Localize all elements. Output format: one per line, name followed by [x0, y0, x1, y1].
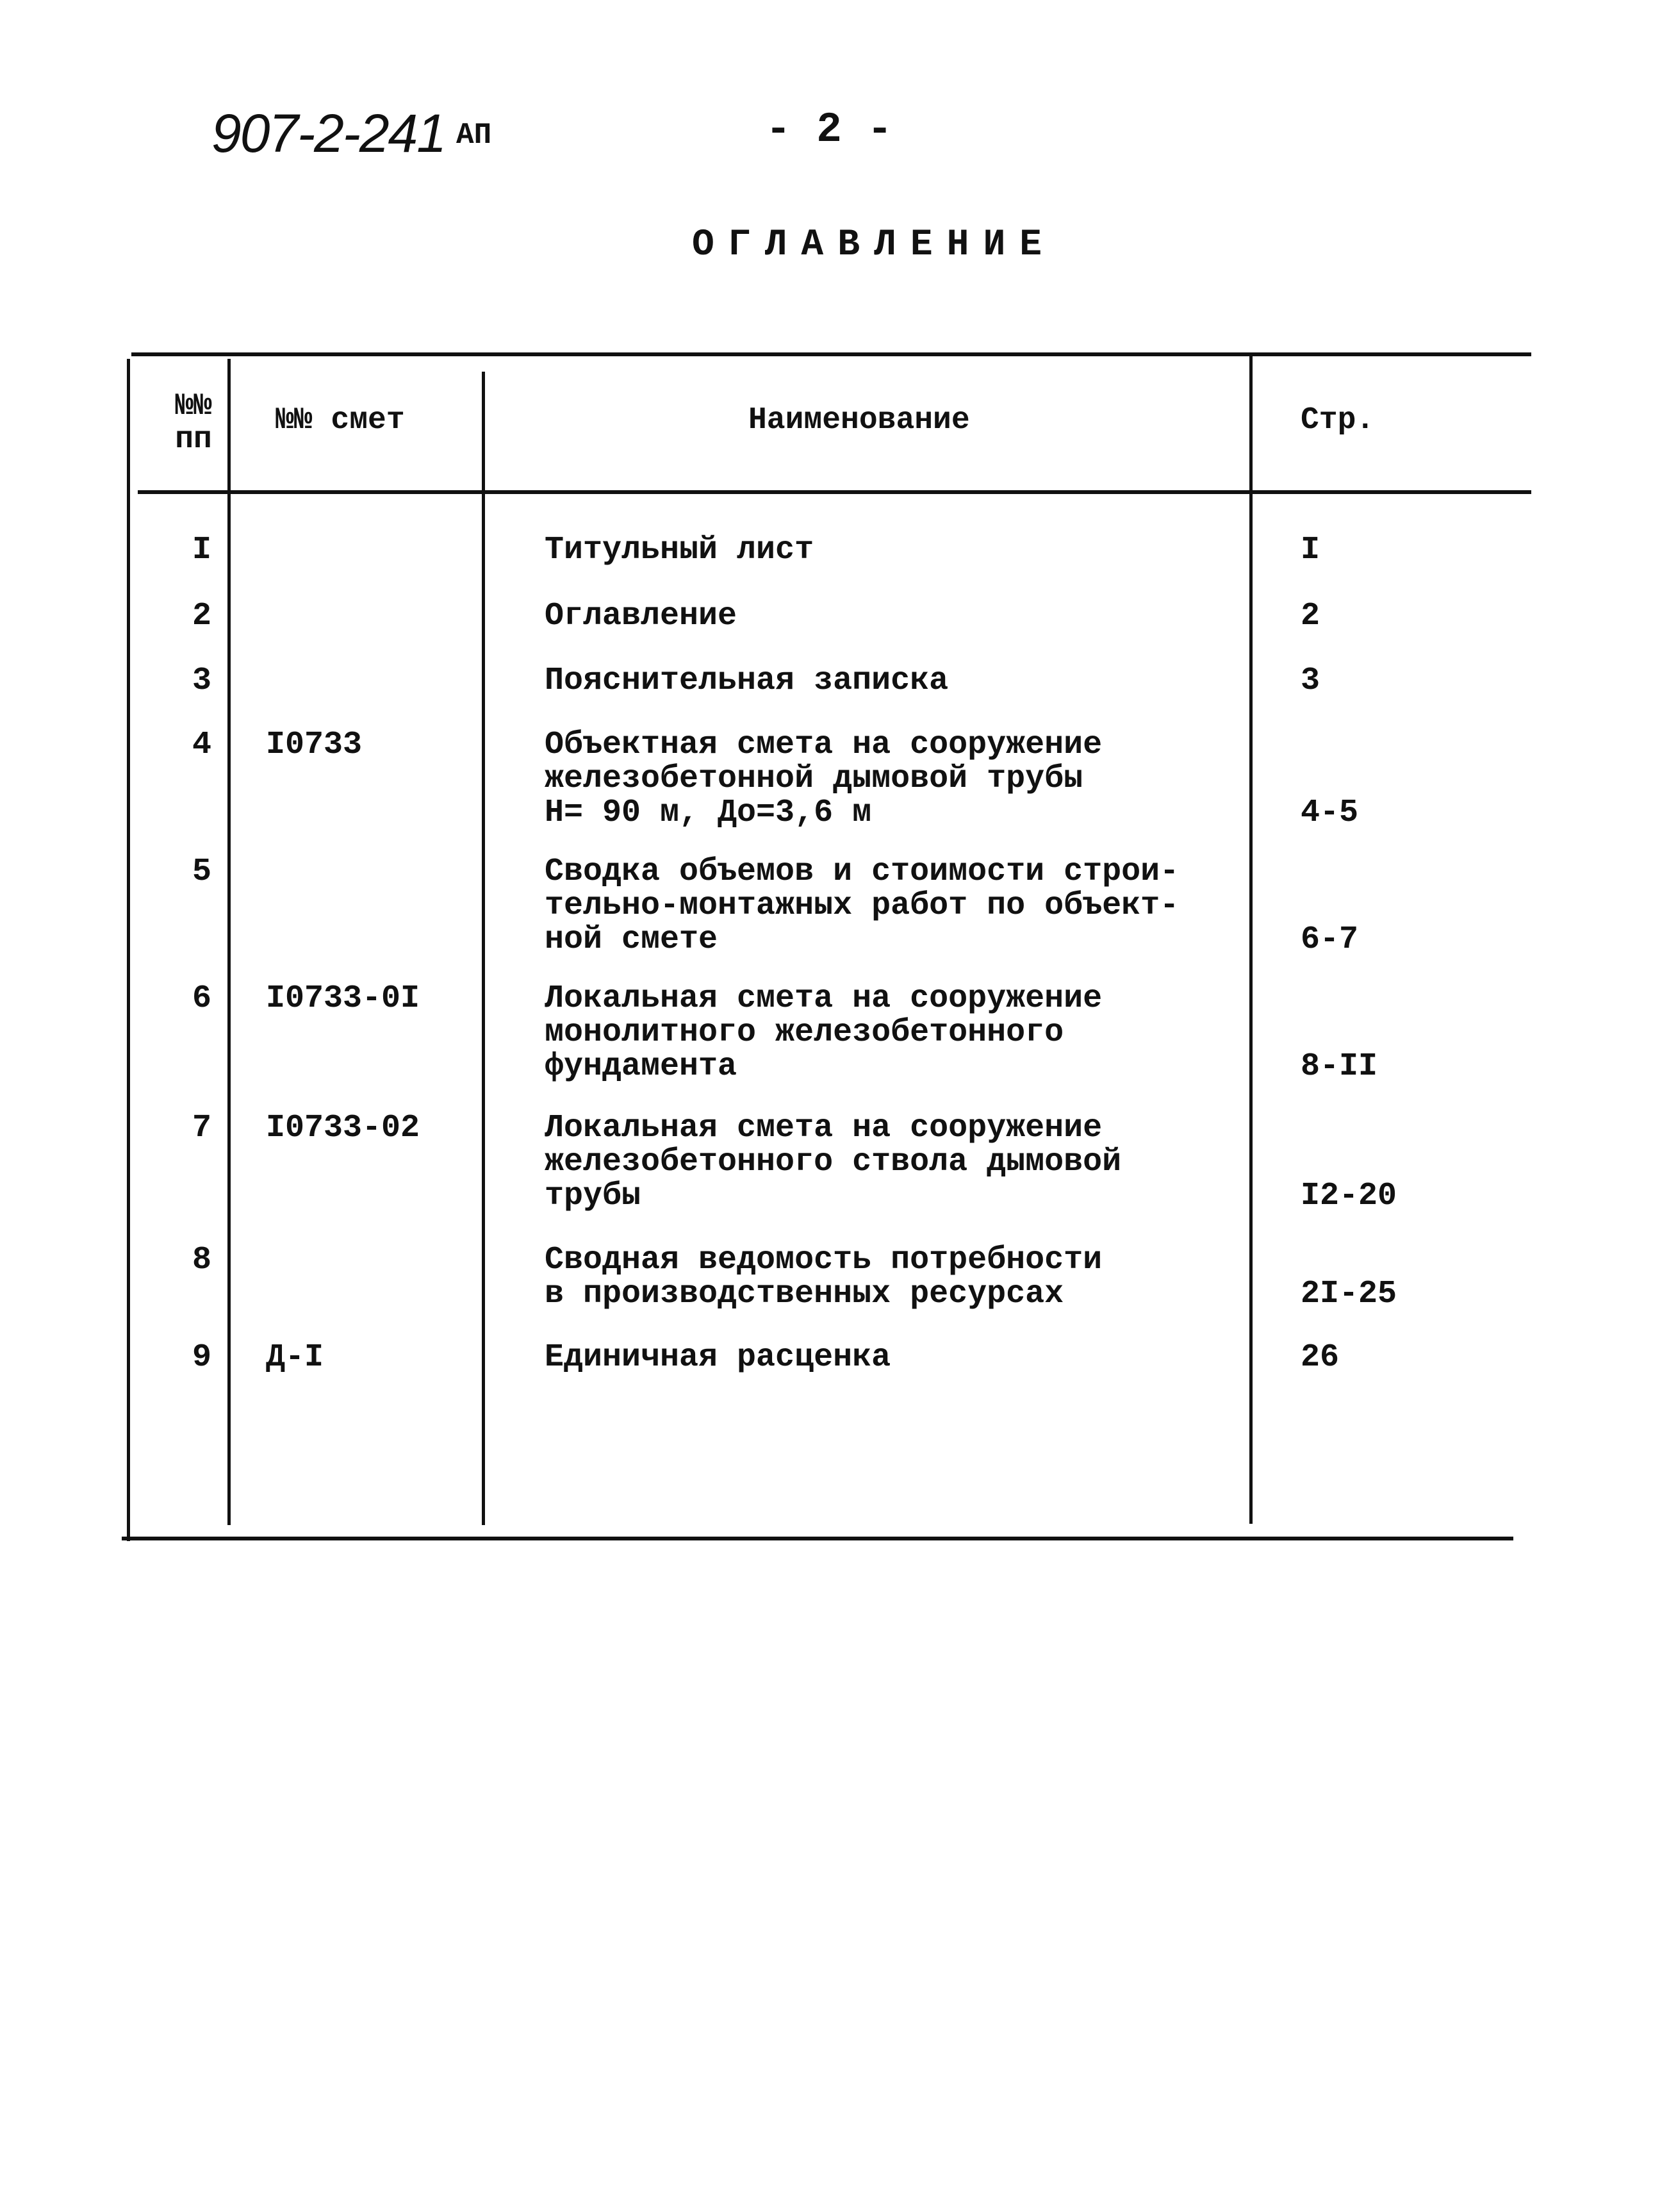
item-name: Объектная смета на сооружение железобетонной дымовой трубы Н= 90 м, До=3,6 м: [545, 727, 1103, 831]
column-header-number: №№ пп: [175, 389, 212, 457]
item-name: Локальная смета на сооружение железобетонного ствола дымовой трубы: [545, 1110, 1122, 1214]
row-number: 3: [192, 663, 211, 699]
table-bottom-border: [122, 1537, 1513, 1540]
page-range: 3: [1301, 663, 1320, 699]
row-number: 8: [192, 1242, 211, 1278]
table-left-border: [127, 359, 130, 1541]
page-range: I: [1301, 532, 1320, 568]
document-number: 907-2-241: [211, 103, 445, 163]
page-number: - 2 -: [766, 106, 893, 154]
item-name: Оглавление: [545, 598, 737, 634]
row-number: 5: [192, 854, 211, 890]
estimate-code: I0733-02: [266, 1110, 420, 1146]
item-name: Локальная смета на сооружение монолитного железобетонного фундамента: [545, 980, 1103, 1085]
column-divider: [1249, 356, 1253, 1524]
item-name: Титульный лист: [545, 532, 814, 568]
row-number: 4: [192, 727, 211, 763]
estimate-code: I0733-0I: [266, 980, 420, 1017]
item-name: Пояснительная записка: [545, 663, 949, 699]
column-header-estimate: №№ смет: [276, 403, 405, 438]
estimate-code: I0733: [266, 727, 363, 763]
page-range: 2I-25: [1301, 1276, 1397, 1312]
column-header-page: Стр.: [1301, 403, 1375, 438]
page-title: ОГЛАВЛЕНИЕ: [692, 224, 1057, 266]
row-number: I: [192, 532, 211, 568]
column-header-name: Наименование: [748, 403, 970, 438]
document-suffix: АП: [456, 119, 492, 152]
row-number: 7: [192, 1110, 211, 1146]
header-separator: [138, 490, 1531, 494]
row-number: 9: [192, 1339, 211, 1376]
page-range: I2-20: [1301, 1178, 1397, 1214]
page-range: 2: [1301, 598, 1320, 634]
row-number: 2: [192, 598, 211, 634]
column-divider: [482, 372, 485, 1525]
page-range: 4-5: [1301, 795, 1359, 831]
page-range: 8-II: [1301, 1048, 1378, 1085]
estimate-code: Д-I: [266, 1339, 324, 1376]
item-name: Сводка объемов и стоимости строи- тельно-монтажных работ по объект- ной смете: [545, 854, 1180, 958]
item-name: Единичная расценка: [545, 1339, 891, 1376]
page-range: 26: [1301, 1339, 1340, 1376]
column-divider: [227, 359, 231, 1525]
item-name: Сводная ведомость потребности в производственных ресурсах: [545, 1242, 1103, 1312]
row-number: 6: [192, 980, 211, 1017]
page-range: 6-7: [1301, 921, 1359, 958]
table-top-border: [131, 352, 1531, 356]
